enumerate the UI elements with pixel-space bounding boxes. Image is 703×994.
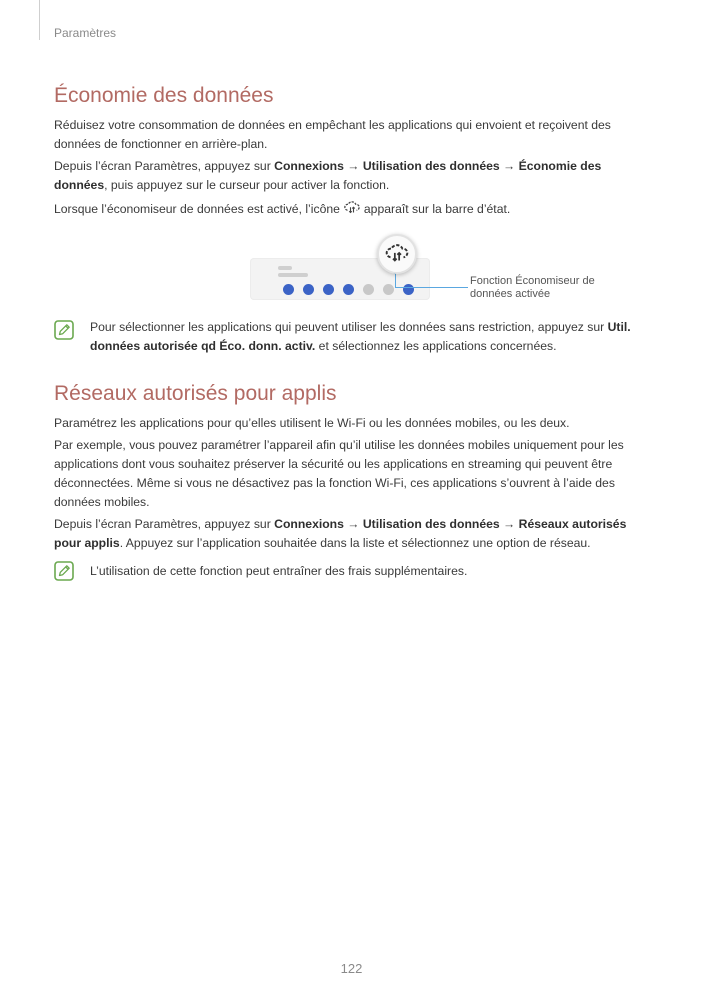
header-section-label: Paramètres [54, 26, 117, 40]
magnified-data-saver-icon [377, 234, 417, 274]
section-title-allowed-networks: Réseaux autorisés pour applis [54, 382, 337, 405]
pencil-note-icon [54, 320, 74, 340]
data-saver-icon [384, 241, 410, 267]
step-connexions: Connexions [274, 517, 344, 531]
step-connexions: Connexions [274, 159, 344, 173]
section-title-data-saver: Économie des données [54, 84, 274, 107]
setting-unrestricted-data: Util. données autorisée qd Éco. donn. activ. [90, 320, 631, 353]
note-unrestricted-data: Pour sélectionner les applications qui peuvent utiliser les données sans restriction, appuyez sur Util. données autorisée qd Éco. donn. activ. et sélectionnez les applications concernées. [90, 320, 631, 353]
blurred-text [278, 266, 292, 270]
step-data-usage: Utilisation des données [362, 159, 500, 173]
callout-line [395, 287, 468, 288]
header-rule [39, 0, 40, 40]
pencil-note-icon [54, 561, 74, 581]
step-allowed-networks: Réseaux autorisés pour applis [54, 517, 627, 550]
data-saver-icon [343, 199, 361, 217]
callout-label: Fonction Économiseur de données activée [470, 275, 595, 300]
allowed-networks-example: Par exemple, vous pouvez paramétrer l’appareil afin qu’il utilise les données mobiles uniquement pour les applications dont vous souhaitez préserver la sécurité ou les applications en streaming qui peuvent être déconnectées. Même si vous ne désactivez pas la fonction Wi-Fi, ces applications s’ouvrent à l’aide des données mobiles. [54, 438, 624, 509]
wifi-toggle-icon [283, 284, 294, 295]
flashlight-toggle-icon [363, 284, 374, 295]
bluetooth-toggle-icon [323, 284, 334, 295]
data-saver-status-hint: Lorsque l’économiseur de données est activé, l’icône apparaît sur la barre d’état. [54, 199, 644, 219]
data-saver-steps: Depuis l’écran Paramètres, appuyez sur Connexions → Utilisation des données → Économie des données, puis appuyez sur le curseur pour activer la fonction. [54, 159, 602, 192]
allowed-networks-intro: Paramétrez les applications pour qu’elles utilisent le Wi-Fi ou les données mobiles, ou les deux. [54, 416, 570, 430]
sound-toggle-icon [303, 284, 314, 295]
page-number: 122 [340, 961, 363, 976]
data-saver-intro: Réduisez votre consommation de données en empêchant les applications qui envoient et reçoivent des données de fonctionner en arrière-plan. [54, 118, 611, 151]
step-data-saver: Économie des données [54, 159, 602, 192]
step-data-usage: Utilisation des données [362, 517, 500, 531]
blurred-text [278, 273, 308, 277]
data-saver-toggle-icon [403, 284, 414, 295]
allowed-networks-steps: Depuis l’écran Paramètres, appuyez sur Connexions → Utilisation des données → Réseaux autorisés pour applis. Appuyez sur l’application souhaitée dans la liste et sélectionnez une option de réseau. [54, 517, 627, 550]
callout-line [395, 272, 396, 288]
rotation-toggle-icon [343, 284, 354, 295]
airplane-toggle-icon [383, 284, 394, 295]
note-extra-charges: L’utilisation de cette fonction peut entraîner des frais supplémentaires. [90, 564, 468, 578]
